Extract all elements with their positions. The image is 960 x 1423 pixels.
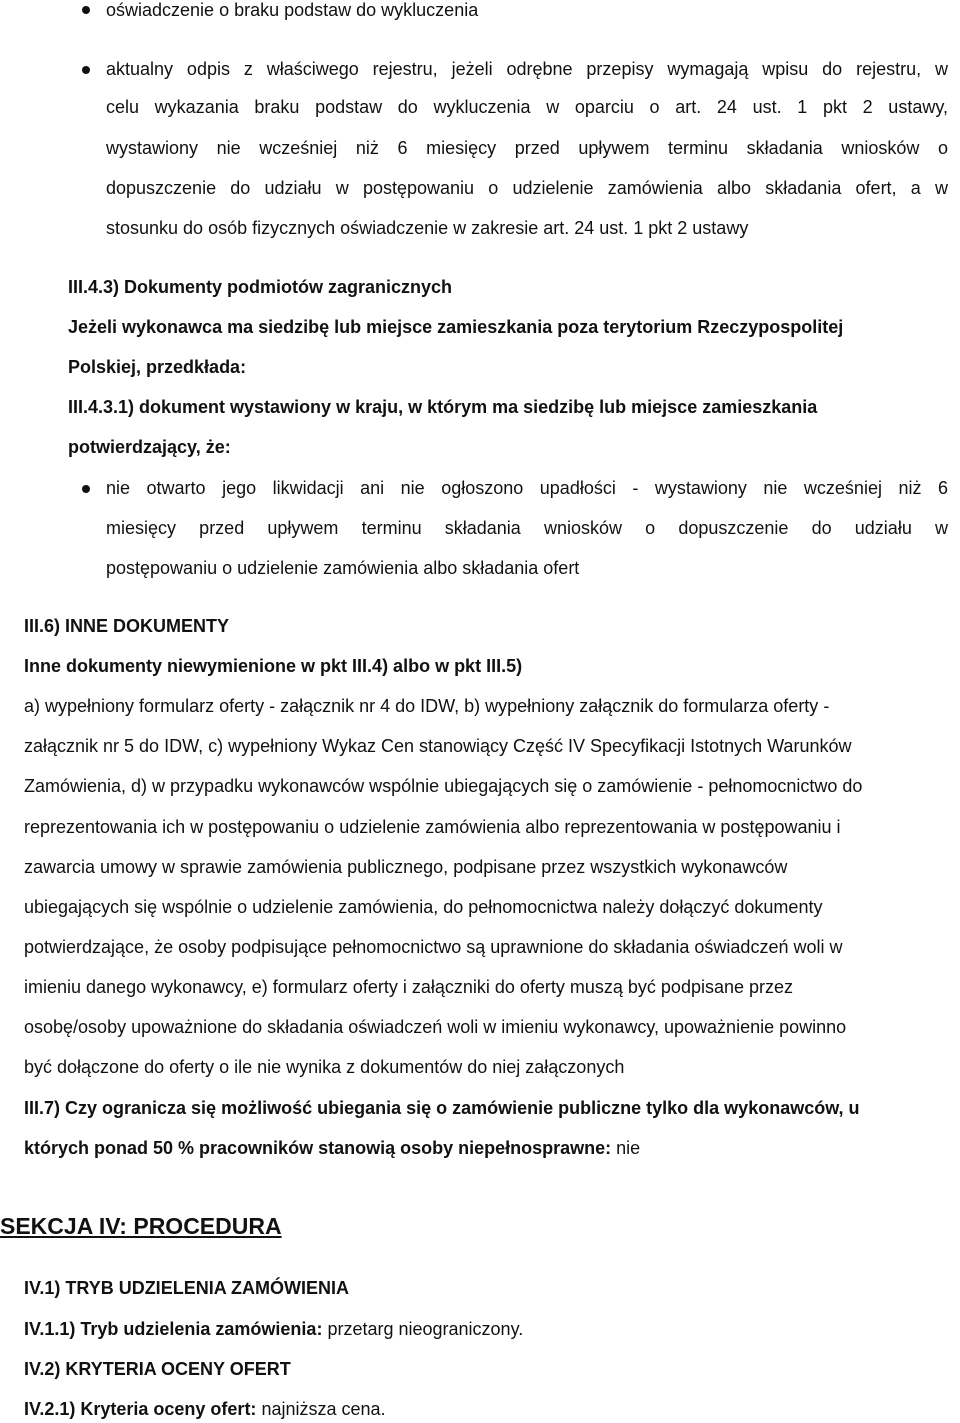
bullet-item-liquidation-line: postępowaniu o udzielenie zamówienia albo składania ofert <box>106 558 580 578</box>
bullet-item-exclusion-statement: oświadczenie o braku podstaw do wykluczenia <box>106 0 479 20</box>
other-documents-line: Zamówienia, d) w przypadku wykonawców wspólnie ubiegających się o zamówienie - pełnomocnictwo do <box>24 776 863 796</box>
other-documents-line: potwierdzające, że osoby podpisujące pełnomocnictwo są uprawnione do składania oświadczeń woli w <box>24 937 843 957</box>
evaluation-criteria-label: IV.2.1) Kryteria oceny ofert: <box>24 1399 257 1419</box>
section-iv-title: SEKCJA IV: PROCEDURA <box>0 1213 282 1239</box>
bullet-dot <box>82 66 90 74</box>
bullet-item-liquidation-line: miesięcy przed upływem terminu składania wniosków o dopuszczenie do udziału w <box>106 518 948 538</box>
bullet-item-register-extract-line: aktualny odpis z właściwego rejestru, jeżeli odrębne przepisy wymagają wpisu do rejestru, w <box>106 59 948 79</box>
heading-other-documents: III.6) INNE DOKUMENTY <box>24 616 230 636</box>
other-documents-line: reprezentowania ich w postępowaniu o udzielenie zamówienia albo reprezentowania w postępowaniu i <box>24 817 841 837</box>
other-documents-line: zawarcia umowy w sprawie zamówienia publicznego, podpisane przez wszystkich wykonawców <box>24 857 788 877</box>
evaluation-criteria-line <box>24 1398 386 1420</box>
procurement-mode-value: przetarg nieograniczony. <box>327 1319 524 1339</box>
bullet-dot <box>82 6 90 14</box>
procurement-mode-label: IV.1.1) Tryb udzielenia zamówienia: <box>24 1319 323 1339</box>
heading-disabled-workers-question: III.7) Czy ogranicza się możliwość ubiegania się o zamówienie publiczne tylko dla wykonawców, u <box>24 1098 860 1118</box>
disabled-workers-answer: nie <box>616 1138 641 1158</box>
bullet-item-register-extract-line: stosunku do osób fizycznych oświadczenie w zakresie art. 24 ust. 1 pkt 2 ustawy <box>106 218 749 238</box>
foreign-intro-line: Jeżeli wykonawca ma siedzibę lub miejsce zamieszkania poza terytorium Rzeczypospolitej <box>68 317 844 337</box>
other-documents-line: a) wypełniony formularz oferty - załącznik nr 4 do IDW, b) wypełniony załącznik do formularza oferty - <box>24 696 830 716</box>
other-documents-line: imieniu danego wykonawcy, e) formularz oferty i załączniki do oferty muszą być podpisane przez <box>24 977 794 997</box>
subheading-other-documents: Inne dokumenty niewymienione w pkt III.4) albo w pkt III.5) <box>24 656 523 676</box>
other-documents-line: ubiegających się wspólnie o udzielenie zamówienia, do pełnomocnictwa należy dołączyć dokumenty <box>24 897 823 917</box>
heading-evaluation-criteria: IV.2) KRYTERIA OCENY OFERT <box>24 1359 291 1379</box>
bullet-item-register-extract-line: celu wykazania braku podstaw do wykluczenia w oparciu o art. 24 ust. 1 pkt 2 ustawy, <box>106 97 948 117</box>
heading-foreign-document-line: potwierdzający, że: <box>68 437 231 457</box>
bullet-dot <box>82 485 90 493</box>
heading-foreign-entities-documents: III.4.3) Dokumenty podmiotów zagranicznych <box>68 277 453 297</box>
disabled-workers-question-line-2 <box>24 1137 640 1159</box>
other-documents-line: być dołączone do oferty o ile nie wynika z dokumentów do niej załączonych <box>24 1057 625 1077</box>
bullet-item-liquidation-line: nie otwarto jego likwidacji ani nie ogłoszono upadłości - wystawiony nie wcześniej niż 6 <box>106 478 948 498</box>
heading-foreign-document-line: III.4.3.1) dokument wystawiony w kraju, w którym ma siedzibę lub miejsce zamieszkania <box>68 397 818 417</box>
evaluation-criteria-value: najniższa cena. <box>261 1399 386 1419</box>
heading-procurement-mode: IV.1) TRYB UDZIELENIA ZAMÓWIENIA <box>24 1278 350 1298</box>
other-documents-line: załącznik nr 5 do IDW, c) wypełniony Wykaz Cen stanowiący Część IV Specyfikacji Istotnych Warunków <box>24 736 852 756</box>
disabled-workers-question-label: których ponad 50 % pracowników stanowią osoby niepełnosprawne: <box>24 1138 612 1158</box>
procurement-mode-line <box>24 1318 523 1340</box>
foreign-intro-line: Polskiej, przedkłada: <box>68 357 247 377</box>
bullet-item-register-extract-line: wystawiony nie wcześniej niż 6 miesięcy przed upływem terminu składania wniosków o <box>106 138 948 158</box>
bullet-item-register-extract-line: dopuszczenie do udziału w postępowaniu o udzielenie zamówienia albo składania ofert, a w <box>106 178 948 198</box>
other-documents-line: osobę/osoby upoważnione do składania oświadczeń woli w imieniu wykonawcy, upoważnienie powinno <box>24 1017 847 1037</box>
